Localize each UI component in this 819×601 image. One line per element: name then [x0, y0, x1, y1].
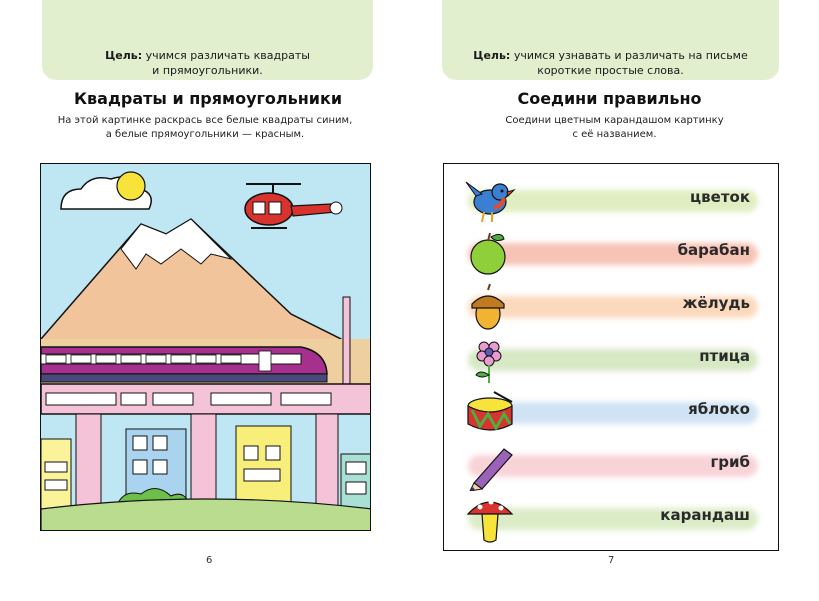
- word-label: цветок: [690, 188, 750, 206]
- match-row[interactable]: [444, 384, 778, 436]
- instruction-line-1: На этой картинке раскрась все белые квадраты синим,: [57, 115, 353, 126]
- goal-text: учимся узнавать и различать на письме: [513, 49, 748, 62]
- word-label: барабан: [677, 241, 750, 259]
- word-label: птица: [699, 347, 750, 365]
- instruction-line-2: с её названием.: [572, 129, 657, 140]
- right-page: [410, 0, 819, 601]
- match-row[interactable]: [444, 490, 778, 542]
- instructions: [410, 114, 819, 142]
- ground: [41, 499, 371, 531]
- pencil-icon: [464, 441, 516, 491]
- page-number: 7: [608, 555, 615, 566]
- drum-icon: [464, 388, 516, 438]
- matching-exercise: [443, 163, 779, 551]
- city-scene: [41, 164, 371, 531]
- goal-box: [442, 0, 779, 80]
- acorn-icon: [464, 282, 516, 332]
- train: [41, 347, 327, 382]
- word-label: жёлудь: [682, 294, 750, 312]
- page-title: Соедини правильно: [517, 89, 702, 108]
- helicopter-icon: [245, 184, 342, 228]
- goal-box: [42, 0, 373, 80]
- instruction-line-1: Соедини цветным карандашом картинку: [505, 115, 724, 126]
- match-row[interactable]: [444, 331, 778, 383]
- match-row[interactable]: [444, 278, 778, 330]
- match-row[interactable]: [444, 225, 778, 277]
- instructions: [0, 114, 410, 142]
- match-row[interactable]: [444, 172, 778, 224]
- page-title: Квадраты и прямоугольники: [73, 89, 343, 108]
- flower-icon: [464, 335, 516, 385]
- goal-label: Цель:: [473, 49, 511, 62]
- goal-line-2: и прямоугольники.: [152, 64, 263, 77]
- match-row[interactable]: [444, 437, 778, 489]
- instruction-line-2: а белые прямоугольники — красным.: [105, 129, 305, 140]
- sun-icon: [117, 172, 145, 200]
- coloring-picture[interactable]: [40, 163, 371, 531]
- apple-icon: [464, 229, 516, 279]
- word-label: карандаш: [660, 506, 750, 524]
- goal-line-1: [42, 48, 373, 63]
- word-label: гриб: [710, 453, 750, 471]
- bird-icon: [464, 176, 516, 226]
- word-label: яблоко: [688, 400, 750, 418]
- page-number: 6: [206, 555, 213, 566]
- mushroom-icon: [464, 494, 516, 544]
- goal-line-2: короткие простые слова.: [537, 64, 684, 77]
- goal-text: учимся различать квадраты: [145, 49, 310, 62]
- goal-label: Цель:: [105, 49, 143, 62]
- goal-line-1: [442, 48, 779, 63]
